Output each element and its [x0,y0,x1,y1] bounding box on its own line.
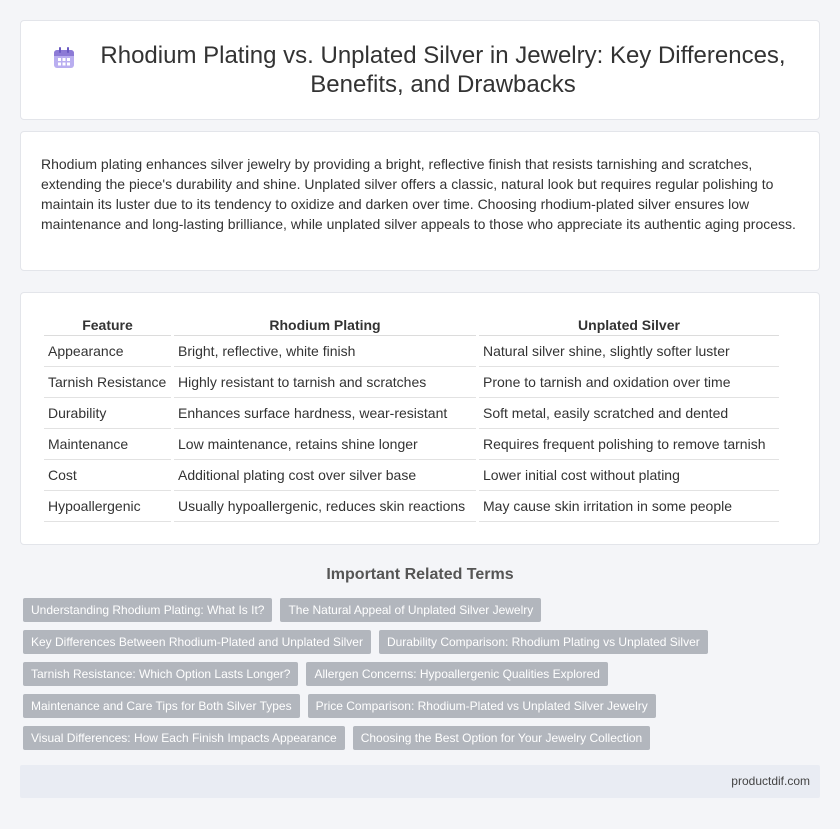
comparison-table-card [20,292,820,545]
footer-brand: productdif.com [731,774,810,788]
column-header-unplated: Unplated Silver [479,315,779,336]
table-cell-unplated: Requires frequent polishing to remove tarnish [479,429,779,460]
table-row [44,398,779,429]
header-card [20,20,820,120]
table-header-row [44,315,779,336]
related-term-tag[interactable]: Durability Comparison: Rhodium Plating vs Unplated Silver [379,630,708,654]
related-term-tag[interactable]: Choosing the Best Option for Your Jewelry Collection [353,726,651,750]
page-title: Rhodium Plating vs. Unplated Silver in Jewelry: Key Differences, Benefits, and Drawbacks [100,42,786,98]
calendar-icon [51,45,77,71]
related-term-tag[interactable]: The Natural Appeal of Unplated Silver Jewelry [280,598,541,622]
table-cell-rhodium: Low maintenance, retains shine longer [174,429,476,460]
table-cell-rhodium: Enhances surface hardness, wear-resistant [174,398,476,429]
column-header-rhodium: Rhodium Plating [174,315,476,336]
table-cell-feature: Cost [44,460,171,491]
table-cell-feature: Tarnish Resistance [44,367,171,398]
table-row [44,460,779,491]
table-cell-feature: Maintenance [44,429,171,460]
table-cell-rhodium: Bright, reflective, white finish [174,336,476,367]
related-term-tag[interactable]: Price Comparison: Rhodium-Plated vs Unplated Silver Jewelry [308,694,656,718]
related-term-tag[interactable]: Visual Differences: How Each Finish Impacts Appearance [23,726,345,750]
table-cell-rhodium: Usually hypoallergenic, reduces skin reactions [174,491,476,522]
comparison-table [41,315,782,522]
table-row [44,491,779,522]
table-row [44,429,779,460]
table-row [44,336,779,367]
table-cell-feature: Durability [44,398,171,429]
table-cell-rhodium: Additional plating cost over silver base [174,460,476,491]
footer [20,765,820,798]
table-cell-rhodium: Highly resistant to tarnish and scratches [174,367,476,398]
table-cell-feature: Appearance [44,336,171,367]
related-term-tag[interactable]: Key Differences Between Rhodium-Plated and Unplated Silver [23,630,371,654]
related-terms-heading: Important Related Terms [326,566,514,583]
related-terms-list [23,598,813,758]
table-row [44,367,779,398]
table-cell-feature: Hypoallergenic [44,491,171,522]
table-cell-unplated: Prone to tarnish and oxidation over time [479,367,779,398]
table-cell-unplated: Natural silver shine, slightly softer luster [479,336,779,367]
related-term-tag[interactable]: Maintenance and Care Tips for Both Silver Types [23,694,300,718]
table-cell-unplated: May cause skin irritation in some people [479,491,779,522]
table-cell-unplated: Lower initial cost without plating [479,460,779,491]
related-term-tag[interactable]: Allergen Concerns: Hypoallergenic Qualities Explored [306,662,607,686]
column-header-feature: Feature [44,315,171,336]
related-term-tag[interactable]: Understanding Rhodium Plating: What Is It? [23,598,272,622]
intro-card [20,131,820,271]
related-term-tag[interactable]: Tarnish Resistance: Which Option Lasts Longer? [23,662,298,686]
table-cell-unplated: Soft metal, easily scratched and dented [479,398,779,429]
intro-paragraph: Rhodium plating enhances silver jewelry by providing a bright, reflective finish that resists tarnishing and scratches, extending the piece's durability and shine. Unplated silver offers a classic, natural look but requires regular polishing to maintain its luster due to its tendency to oxidize and darken over time. Choosing rhodium-plated silver ensures low maintenance and long-lasting brilliance, while unplated silver appeals to those who appreciate its authentic aging process. [41,156,796,232]
